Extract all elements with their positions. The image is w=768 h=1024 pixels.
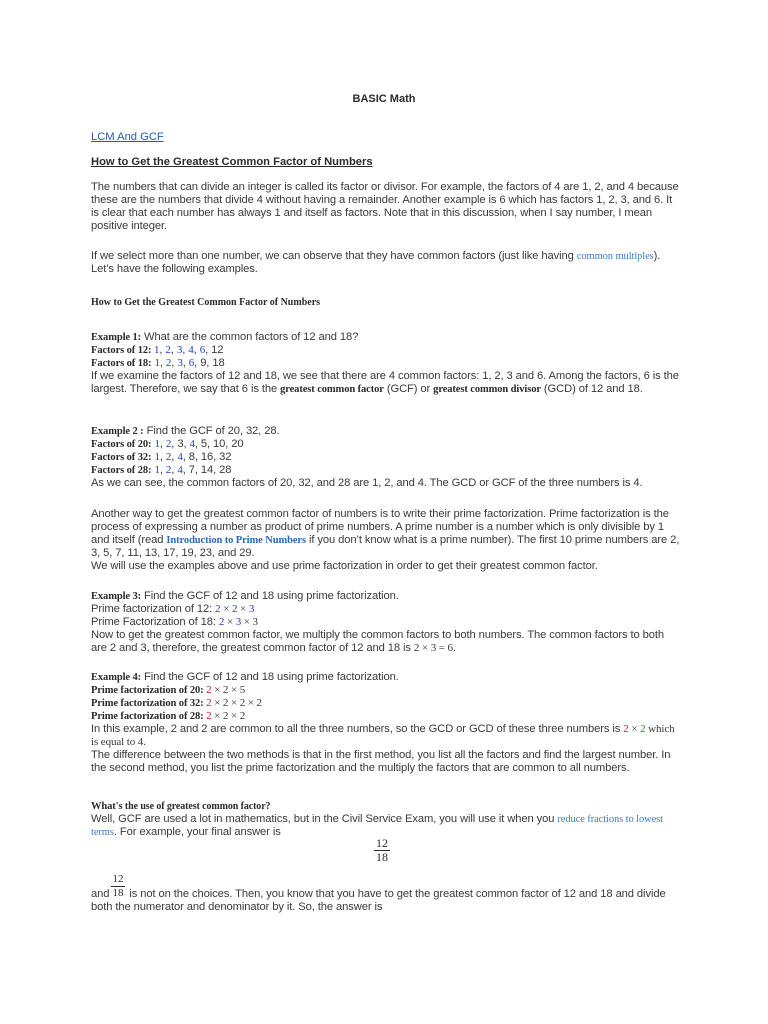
- prime-factor-rest: × 2 × 2 × 2: [211, 697, 262, 709]
- pf-20-label: Prime factorization of 20:: [91, 685, 207, 696]
- prime-factor: 2: [218, 616, 225, 628]
- factor-value: 1: [153, 344, 160, 356]
- factors-32-label: Factors of 32:: [91, 452, 152, 463]
- times-sign: ×: [240, 603, 247, 615]
- gcf-result: 2 × 3 = 6: [413, 642, 453, 654]
- example-4-label: Example 4:: [91, 672, 142, 683]
- example-3-explanation: [91, 629, 681, 655]
- lcm-gcf-link[interactable]: LCM And GCF: [91, 131, 164, 143]
- intro-paragraph-1: The numbers that can divide an integer is called its factor or divisor. For example, the factors of 4 are 1, 2, and 4 because these are the numbers that divide 4 without having a remainder. Another example is 6 which has factors 1, 2, 3, and 6. It is clear that each number has always 1 and itself as factors. Note that in this discussion, when I say number, I mean positive integer.: [91, 181, 679, 232]
- factor-value: 4: [189, 438, 195, 450]
- factor-value: 2: [165, 344, 171, 356]
- prime-factor-rest: × 2 × 5: [211, 684, 246, 696]
- factors-32-line: Factors of 32: 1, 2, 4, 8, 16, 32: [91, 451, 232, 463]
- fraction-numerator: 12: [112, 873, 124, 885]
- factors-18-label: Factors of 18:: [91, 358, 152, 369]
- example-2-text: Find the GCF of 20, 32, 28.: [143, 425, 280, 437]
- gcf-term: greatest common factor: [280, 384, 384, 395]
- heading-word: What's: [91, 801, 123, 812]
- fraction-denominator: 18: [112, 887, 124, 899]
- prime-factor: 3: [252, 616, 258, 628]
- gcd-term: greatest common divisor: [433, 384, 541, 395]
- pf-28-label: Prime factorization of 28:: [91, 711, 207, 722]
- prime-factor-rest: × 2 × 2: [211, 710, 246, 722]
- factor-value: 9, 18: [200, 357, 225, 369]
- example-4-text: Find the GCF of 12 and 18 using prime factorization.: [141, 671, 399, 683]
- fraction-12-18-centered: [373, 837, 391, 864]
- gcf-use-continuation: [91, 888, 681, 914]
- explain-text: which is equal to 4.: [91, 723, 675, 748]
- common-multiples-link[interactable]: common multiples: [576, 251, 654, 262]
- factors-12-sep: :: [148, 345, 154, 356]
- example-3-question: [91, 590, 681, 603]
- section-heading: How to Get the Greatest Common Factor of Numbers: [91, 156, 373, 168]
- and-word: and: [91, 888, 110, 900]
- prime-method-note: We will use the examples above and use prime factorization in order to get their greatest common factor.: [91, 560, 598, 572]
- fraction-numerator: 12: [376, 836, 388, 850]
- pf-32-label: Prime factorization of 32:: [91, 698, 207, 709]
- factor-value: 5, 10, 20: [200, 438, 244, 450]
- factor-value: 6: [188, 357, 195, 369]
- factor-value: 4: [188, 344, 194, 356]
- factor-value: 2: [165, 357, 172, 369]
- times-sign: ×: [226, 616, 234, 628]
- page-title: BASIC Math: [352, 93, 416, 105]
- factor-value: 8, 16, 32: [188, 451, 232, 463]
- fraction-denominator: 18: [376, 850, 388, 864]
- factor-value: 3: [177, 438, 184, 450]
- example-4-explanation: [91, 723, 681, 749]
- example-1-explanation: [91, 370, 681, 396]
- times-sign: ×: [243, 616, 250, 628]
- explain-text: (GCF) or: [383, 383, 434, 395]
- pf-12-line: [91, 603, 681, 616]
- explain-text: .: [452, 642, 456, 654]
- example-2-explanation: As we can see, the common factors of 20, 32, and 28 are 1, 2, and 4. The GCD or GCF of the three numbers is 4.: [91, 477, 643, 489]
- factor-value: 4: [177, 464, 183, 476]
- factor-value: 1: [154, 438, 160, 450]
- pf-32-line: [91, 697, 681, 710]
- prime-intro: [91, 508, 681, 560]
- example-2-label: Example 2 :: [91, 426, 144, 437]
- pf-20-line: [91, 684, 681, 697]
- prime-factor: 2: [206, 684, 212, 696]
- prime-factor: 3: [235, 616, 242, 628]
- example-3-label: Example 3:: [91, 591, 142, 602]
- explain-text: (GCD) of 12 and 18.: [540, 383, 643, 395]
- prime-factorization-paragraph: [91, 508, 681, 573]
- prime-text: Another way to get the greatest common factor of numbers is to write their prime factorization. Prime factorization is the process of expressing a number as product of prime numbers. A prime number is a number which is only divisible by 1 and itself (read: [91, 508, 669, 546]
- times-sign: ×: [628, 723, 641, 735]
- example-2-question: [91, 425, 681, 438]
- example-1: [91, 331, 681, 396]
- explain-text: Now to get the greatest common factor, we multiply the common factors to both numbers. The common factors to both are 2 and 3, therefore, the greatest common factor of 12 and 18 is: [91, 629, 665, 654]
- pf-12-label: Prime factorization of 12:: [91, 603, 216, 615]
- use-text: Well, GCF are used a lot in mathematics, but in the Civil Service Exam, you will use it when you: [91, 813, 558, 825]
- example-4-question: [91, 671, 681, 684]
- factor-value: 7, 14, 28: [188, 464, 232, 476]
- example-1-label: Example 1:: [91, 332, 142, 343]
- prime-text: if you don’t know what is a prime number). The first 10 prime numbers are 2, 3, 5, 7, 11, 13, 17, 19, 23, and 29.: [91, 534, 680, 559]
- reduce-fractions-link[interactable]: reduce fractions to lowest terms: [91, 814, 663, 838]
- factors-28-label: Factors of 28:: [91, 465, 152, 476]
- prime-factor: 3: [248, 603, 255, 615]
- prime-numbers-link[interactable]: Introduction to Prime Numbers: [166, 535, 306, 546]
- example-1-question: [91, 331, 681, 344]
- use-text: . For example, your final answer is: [113, 826, 281, 838]
- factors-28-line: Factors of 28: 1, 2, 4, 7, 14, 28: [91, 464, 232, 476]
- factor-value: 12: [211, 344, 224, 356]
- methods-difference: The difference between the two methods is that in the first method, you list all the factors and find the largest number. In the second method, you list the prime factorization and the multiply the factors that are common to all numbers.: [91, 749, 671, 774]
- factors-20-label: Factors of 20:: [91, 439, 152, 450]
- explain-text: If we examine the factors of 12 and 18, we see that there are 4 common factors: 1, 2, 3 and 6. Among the factors, 6 is the largest. Therefore, we say that 6 is the: [91, 370, 679, 395]
- factors-18-line: Factors of 18: 1, 2, 3, 6, 9, 18: [91, 357, 225, 369]
- factor-value: 4: [177, 451, 183, 463]
- factors-12-line: Factors of 12: 1, 2, 3, 4, 6, 12: [91, 344, 224, 356]
- prime-factor: 2: [206, 697, 212, 709]
- continuation-text: is not on the choices. Then, you know that you have to get the greatest common factor of 12 and 18 and divide both the numerator and denominator by it. So, the answer is: [91, 888, 666, 913]
- factor-value: 1: [154, 464, 160, 476]
- explain-text: In this example, 2 and 2 are common to all the three numbers, so the GCD or GCD of these three numbers is: [91, 723, 624, 735]
- factor-value: 1: [154, 451, 160, 463]
- subsection-heading: How to Get the Greatest Common Factor of Numbers: [91, 297, 321, 308]
- prime-factor: 2: [215, 603, 221, 615]
- factor-value: 2: [165, 438, 172, 450]
- intro-p2-end: ). Let’s have the following examples.: [91, 250, 661, 275]
- pf-28-line: [91, 710, 681, 723]
- pf-18-label: Prime Factorization of 18:: [91, 616, 219, 628]
- factors-12-label: Factors of 12: [91, 345, 149, 356]
- prime-factor: 2: [640, 723, 646, 735]
- prime-factor: 2: [623, 723, 629, 735]
- intro-p2-text: If we select more than one number, we can observe that they have common factors (just like having: [91, 250, 577, 262]
- times-sign: ×: [223, 603, 230, 615]
- factor-value: 1: [154, 357, 160, 369]
- factor-value: 2: [165, 464, 172, 476]
- gcf-use-heading: [91, 800, 681, 813]
- intro-paragraph-2: [91, 250, 681, 276]
- pf-18-line: [91, 616, 681, 629]
- heading-text: the use of greatest common factor?: [122, 801, 271, 812]
- factor-value: 6: [199, 344, 206, 356]
- factor-value: 3: [176, 344, 183, 356]
- prime-factor: 2: [206, 710, 212, 722]
- prime-factor: 2: [231, 603, 238, 615]
- example-3: [91, 590, 681, 655]
- example-1-text: What are the common factors of 12 and 18?: [141, 331, 359, 343]
- gcf-use-section: [91, 800, 681, 839]
- example-4: [91, 671, 681, 775]
- example-2: [91, 425, 681, 490]
- example-3-text: Find the GCF of 12 and 18 using prime factorization.: [141, 590, 399, 602]
- factor-value: 2: [165, 451, 172, 463]
- factor-value: 3: [177, 357, 183, 369]
- factors-20-line: Factors of 20: 1, 2, 3, 4, 5, 10, 20: [91, 438, 244, 450]
